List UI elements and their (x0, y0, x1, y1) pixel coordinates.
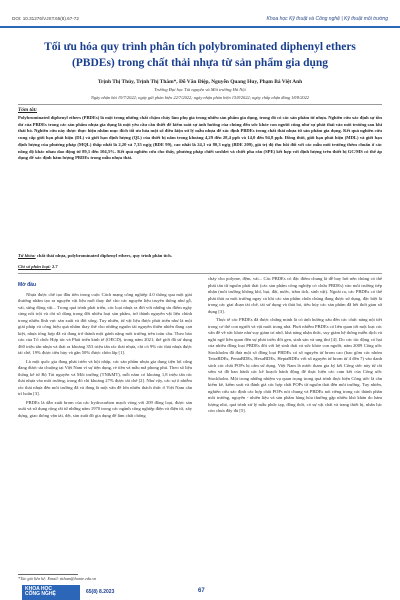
intro-heading: Mở đầu (18, 282, 36, 288)
journal-section: Khoa học Kỹ thuật và Công nghệ | Kỹ thuật môi trường (266, 16, 388, 22)
abstract-top-rule (18, 104, 382, 105)
keywords-label: Từ khóa: (18, 253, 36, 258)
classification (18, 264, 382, 269)
left-column (18, 282, 192, 421)
abstract-heading: Tóm tắt: (18, 107, 38, 113)
page-number: 67 (198, 588, 205, 594)
keywords (18, 253, 382, 260)
paragraph: Là một quốc gia đang phát triển và hội nhập, các sản phẩm nhựa gia dụng tiện lợi cũng đang được ưa chuộng tại Việt Nam vì sự tiện dụng, rẻ tiền và mẫu mã phong phú. Theo số liệu thống kê từ Bộ Tài nguyên và Môi trường (TN&MT), mỗi năm có khoảng 1,8 triệu tấn rác thải nhựa vào môi trường, trong đó chỉ khoảng 27% được tái chế [2]. Như vậy, các sự ô nhiễm rác thải nhựa đến môi trường đã và đang là một vấn đề lớn nhiều thách thức ở Việt Nam cần trì hoãn [3]. (18, 358, 192, 396)
header-rule (0, 26, 400, 28)
issue-number: 65(8) 8.2023 (86, 589, 115, 595)
article-dates: Ngày nhận bài 19/7/2022; ngày gửi phản biện 22/7/2022; ngày nhận phản biện 15/8/2022; ngày chấp nhận đăng 18/8/2022 (90, 95, 309, 100)
classification-label: Chỉ số phân loại: (18, 264, 51, 269)
paragraph: PBDEs là dẫn xuất brom của các hydrocarbon mạch vòng với 209 đồng loại, được sản xuất và sử dụng rộng rãi từ những năm 1970 trong các ngành công nghiệp điện và điện tử, xây dựng, giao thông vận tải, dệt, sản xuất đồ gia dụng để làm chất chống (18, 399, 192, 418)
article-affiliation: Trường Đại học Tài nguyên và Môi trường Hà Nội (154, 87, 246, 92)
page-header (0, 0, 400, 28)
corresponding-author-note: *Tác giả liên hệ: Email: tttham@hunre.edu.vn (18, 576, 97, 581)
doi-text: DOI: 10.31276/VJST.65(8).67-72 (12, 16, 79, 21)
paragraph: Thực tế các PBDEs đã được chứng minh là có ảnh hưởng xấu đến các chức năng nội tiết trong cơ thể con người và vật nuôi trong nhà. Phơi nhiễm PBDEs có liên quan tới một loạt các vấn đề về sức khỏe như suy giảm trí nhớ, khả năng nhận thức, suy giảm hệ thống miễn dịch và nghi ngờ liên quan đến sự phát triển đối gen, sinh sản và ung thư [4]. Do các tác động có hại của nhiều đồng loại PBDEs đối với hệ sinh thái và sức khỏe con người, năm 2009 Công ước Stockholm đã đưa một số đồng loại PBDEs có số nguyên tử brom cao (bao gồm các nhóm TetraBDEs, PentaBDEs, HexaBDEs, HeptaBDEs với số nguyên tử brom từ 4 đến 7) vào danh sách các chất POPs bị cấm sử dụng. Việt Nam là nước tham gia ký kết Công ước này từ rất sớm và đã ban hành các kế hoạch hành động để thực hiện các cam kết của Công ước Stockholm. Một trong những nhiệm vụ quan trọng trong quá trình thực hiện Công ước là cần kiểm kê, kiểm soát và đánh giá các hợp chất POPs từ nguồn thải đến môi trường. Tuy nhiên, nghiên cứu xác định các hợp chất POPs nói chung và PBDEs nói riêng trong các thành phần môi trường, nguyên - nhiên liệu và sản phẩm hàng hóa thường gặp nhiều khó khăn do hàm lượng nhỏ, quá trình xử lý mẫu phức tạp, đồng thời, có sự vật chất và trang thiết bị, nhân lực còn chưa đầy đủ [5]. (208, 317, 382, 413)
paragraph: Nhựa được chế tạo đầu tiên trong cuộc Cách mạng công nghiệp 4.0 thông qua một giải thưởng nhằm tạo ra nguyên vật liệu mới thay thế cho các nguyên liệu truyền thống như gỗ, vải, sừng động vật... Trong quá trình phát triển, các loại nhựa ra đời với những ưu điểm ngày càng nổi trội và chi số dùng trong đời nhiều loại sản phẩm, trở thành nguyên vật liệu chính trong nhiều lĩnh vực sản xuất và đời sống. Tuy nhiên, từ vật liệu được phát triển như là một giải pháp và công hiệu quả nhằm thay thế cho những nguồn tài nguyên thiên nhiên đang cạn kiệt, nhựa tổng hợp đã và đang trở thành một gánh nặng môi trường trên toàn cầu. Theo báo cáo của Tổ chức Hợp tác và Phát triển kinh tế (OECD), trong năm 2021, thế giới đã sử dụng 460 triệu tấn nhựa và thải ra khoảng 353 triệu tấn rác thải nhựa, chỉ có 9% rác thải nhựa được tái chế, 19% được tiêu hủy và gần 50% được chôn lấp [1]. (18, 291, 192, 355)
article-authors: Trịnh Thị Thủy, Trịnh Thị Thắm*, Đỗ Văn Điệp, Nguyễn Quang Huy, Phạm Bá Việt Anh (97, 79, 303, 85)
keywords-value: chất thải nhựa, polybrominated diphenyl ethers, quy trình phân tích. (36, 253, 172, 258)
page-footer (0, 585, 400, 600)
article-title: Tối ưu hóa quy trình phân tích polybrominated diphenyl ethers (PBDEs) trong chất thải nhựa từ sản phẩm gia dụng (44, 41, 356, 69)
paragraph: cháy cho polyme, đệm, vải... Các PBDEs có đặc điểm chung là dễ bay hơi nên chúng có thể phát tán từ nguồn phát thải (các sản phẩm công nghiệp có chứa PBDEs) vào môi trường tiếp nhận (môi trường không khí, bụi, đất, nước, trầm tích, sinh vật). Ngoài ra, các PBDEs có thể phát thải ra môi trường ngay cả khi các sản phẩm chứa chúng đang được sử dụng, đặc biệt là trong các giai đoạn tái chế, tái sử dụng và thải bỏ, tiêu hủy các sản phẩm đã hết thời gian sử dụng [3]. (208, 276, 382, 314)
right-column (208, 276, 382, 417)
footnote-rule (18, 574, 78, 575)
abstract-text: Polybrominated diphenyl ethers (PBDEs) là một trong những chất chậm cháy làm phụ gia trong nhiều sản phẩm gia dụng, trong đó có các sản phẩm từ nhựa. Nghiên cứu xác định sự tồn dư của PBDEs trong các sản phẩm nhựa gia dụng là một yêu cầu cần thiết để kiểm soát sự ảnh hưởng của chúng đến sức khỏe con người cũng như sự phát thải vào môi trường sau khi thải bỏ. Nghiên cứu này được thực hiện nhằm mục đích tối ưu hóa một số điều kiện xử lý mẫu nhựa để xác định PBDEs trong chất thải nhựa từ sản phẩm gia dụng. Kết quả nghiên cứu cung cấp giới hạn phát hiện (DL) và giới hạn định lượng (QL) của thiết bị nằm trong khoảng 4,29 đến 28,4 ppb và 14,0 đến 94,8 ppb. Đồng thời, giới hạn phát hiện (MDL) và giới hạn định lượng của phương pháp (MQL) thấp nhất là 2,20 và 7,35 ng/g (BDE 99), cao nhất là 24,1 và 80,3 ng/g (BDE 209), giá trị độ thu hồi đối với các mẫu môi trường thêm chuẩn ở các nồng độ khác nhau dao động từ 89,1 đến 104,5%. Kết quả nghiên cứu cho thấy, phương pháp chiết soxhlet và chiết pha rắn (SPE) kết hợp với định lượng trên thiết bị GC/MS có thể áp dụng để xác định hàm lượng PBDEs trong mẫu nhựa thải. (18, 115, 382, 161)
abstract-bottom-rule (18, 273, 382, 274)
journal-logo: KHOA HỌC CÔNG NGHỆ (22, 585, 80, 600)
classification-code: 2.7 (51, 264, 58, 269)
